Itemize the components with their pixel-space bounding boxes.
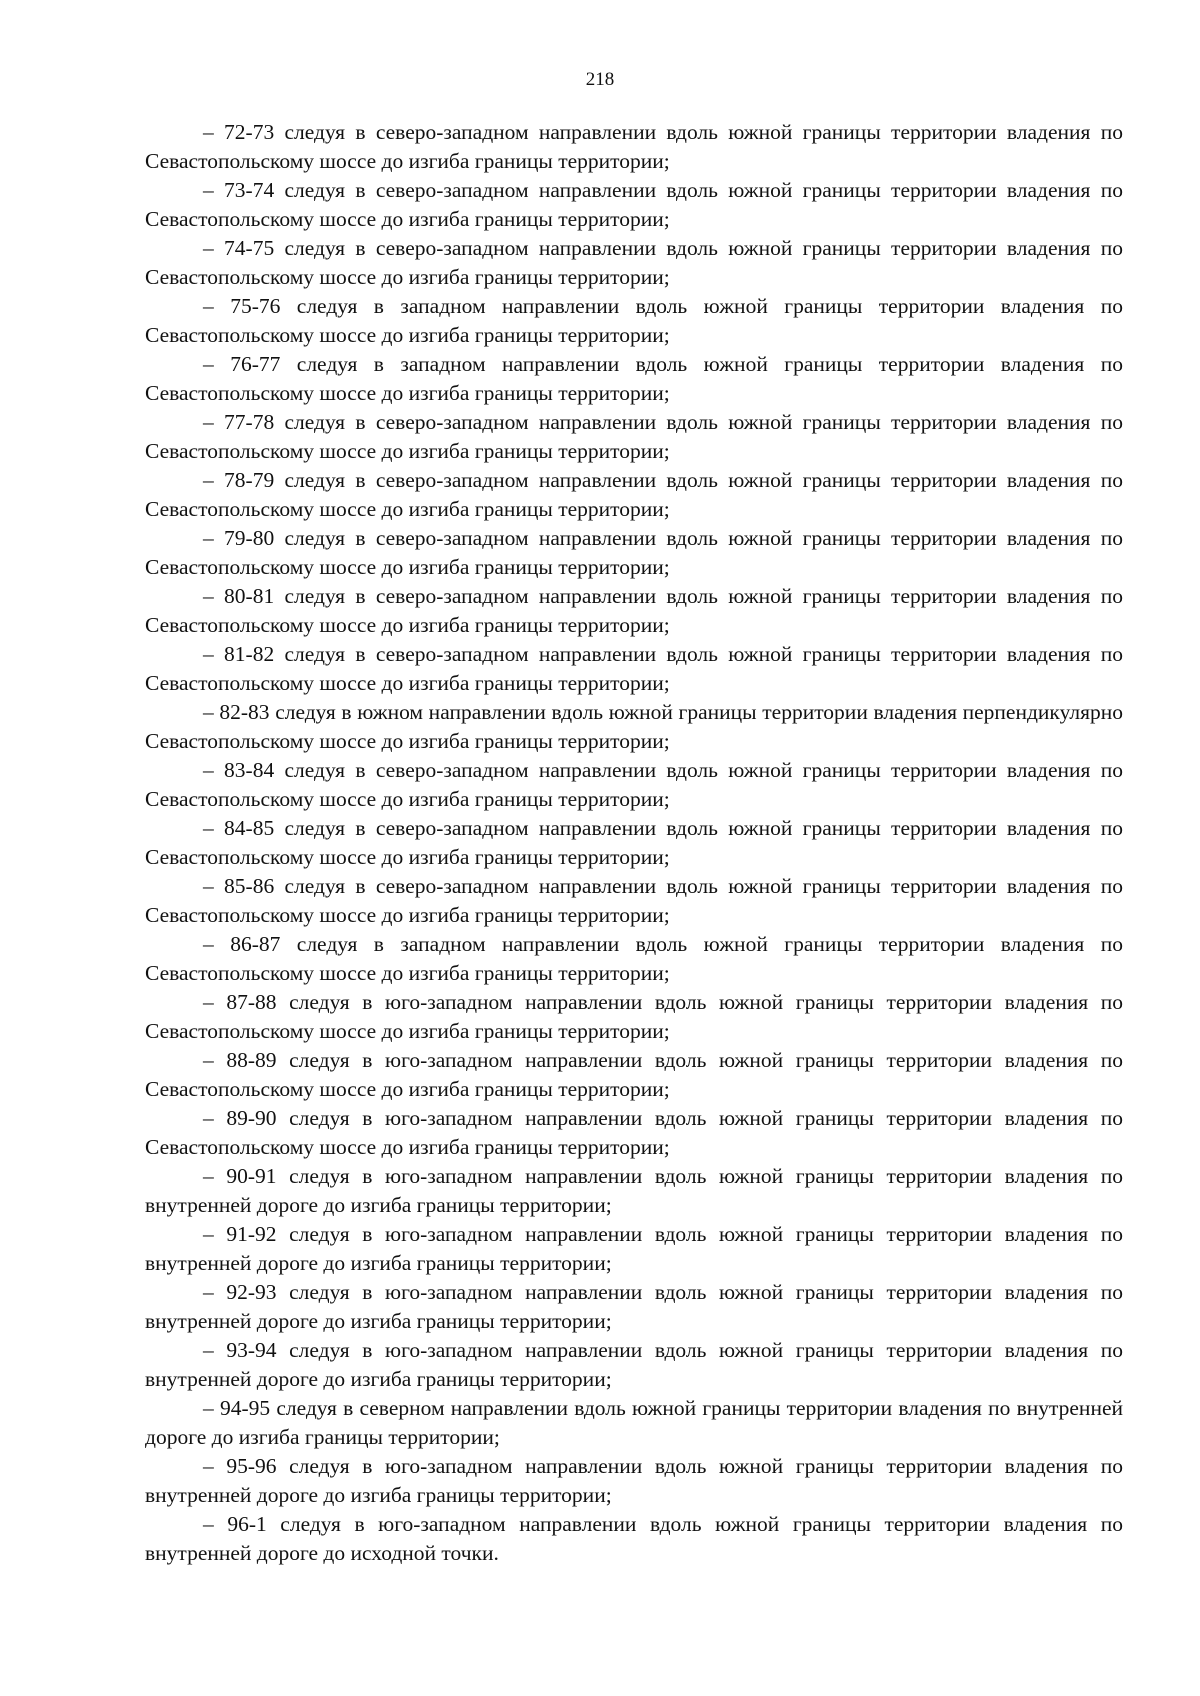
boundary-clause-89-90: – 89-90 следуя в юго-западном направлении вдоль южной границы территории владения по Севастопольскому шоссе до изгиба границы территории; [145, 1106, 1123, 1159]
boundary-clause-81-82: – 81-82 следуя в северо-западном направлении вдоль южной границы территории владения по Севастопольскому шоссе до изгиба границы территории; [145, 642, 1123, 695]
boundary-clause-94-95: – 94-95 следуя в северном направлении вдоль южной границы территории владения по внутренней дороге до изгиба границы территории; [145, 1396, 1123, 1449]
boundary-clause-88-89: – 88-89 следуя в юго-западном направлении вдоль южной границы территории владения по Севастопольскому шоссе до изгиба границы территории; [145, 1048, 1123, 1101]
boundary-clause-86-87: – 86-87 следуя в западном направлении вдоль южной границы территории владения по Севастопольскому шоссе до изгиба границы территории; [145, 932, 1123, 985]
boundary-clause-77-78: – 77-78 следуя в северо-западном направлении вдоль южной границы территории владения по Севастопольскому шоссе до изгиба границы территории; [145, 410, 1123, 463]
boundary-clause-75-76: – 75-76 следуя в западном направлении вдоль южной границы территории владения по Севастопольскому шоссе до изгиба границы территории; [145, 294, 1123, 347]
boundary-clause-83-84: – 83-84 следуя в северо-западном направлении вдоль южной границы территории владения по Севастопольскому шоссе до изгиба границы территории; [145, 758, 1123, 811]
boundary-clause-74-75: – 74-75 следуя в северо-западном направлении вдоль южной границы территории владения по Севастопольскому шоссе до изгиба границы территории; [145, 236, 1123, 289]
boundary-clause-92-93: – 92-93 следуя в юго-западном направлении вдоль южной границы территории владения по внутренней дороге до изгиба границы территории; [145, 1280, 1123, 1333]
boundary-clause-91-92: – 91-92 следуя в юго-западном направлении вдоль южной границы территории владения по внутренней дороге до изгиба границы территории; [145, 1222, 1123, 1275]
boundary-clause-85-86: – 85-86 следуя в северо-западном направлении вдоль южной границы территории владения по Севастопольскому шоссе до изгиба границы территории; [145, 874, 1123, 927]
boundary-clause-95-96: – 95-96 следуя в юго-западном направлении вдоль южной границы территории владения по внутренней дороге до изгиба границы территории; [145, 1454, 1123, 1507]
boundary-clause-73-74: – 73-74 следуя в северо-западном направлении вдоль южной границы территории владения по Севастопольскому шоссе до изгиба границы территории; [145, 178, 1123, 231]
page-number: 218 [585, 69, 615, 90]
boundary-clause-72-73: – 72-73 следуя в северо-западном направлении вдоль южной границы территории владения по Севастопольскому шоссе до изгиба границы территории; [145, 120, 1123, 173]
boundary-clause-84-85: – 84-85 следуя в северо-западном направлении вдоль южной границы территории владения по Севастопольскому шоссе до изгиба границы территории; [145, 816, 1123, 869]
boundary-clause-87-88: – 87-88 следуя в юго-западном направлении вдоль южной границы территории владения по Севастопольскому шоссе до изгиба границы территории; [145, 990, 1123, 1043]
boundary-clause-96-1: – 96-1 следуя в юго-западном направлении вдоль южной границы территории владения по внутренней дороге до исходной точки. [145, 1512, 1123, 1565]
boundary-clause-90-91: – 90-91 следуя в юго-западном направлении вдоль южной границы территории владения по внутренней дороге до изгиба границы территории; [145, 1164, 1123, 1217]
boundary-clause-79-80: – 79-80 следуя в северо-западном направлении вдоль южной границы территории владения по Севастопольскому шоссе до изгиба границы территории; [145, 526, 1123, 579]
boundary-clause-82-83: – 82-83 следуя в южном направлении вдоль южной границы территории владения перпендикулярно Севастопольскому шоссе до изгиба границы территории; [145, 700, 1123, 753]
boundary-description [145, 118, 1123, 1568]
boundary-clause-80-81: – 80-81 следуя в северо-западном направлении вдоль южной границы территории владения по Севастопольскому шоссе до изгиба границы территории; [145, 584, 1123, 637]
boundary-clause-93-94: – 93-94 следуя в юго-западном направлении вдоль южной границы территории владения по внутренней дороге до изгиба границы территории; [145, 1338, 1123, 1391]
boundary-clause-78-79: – 78-79 следуя в северо-западном направлении вдоль южной границы территории владения по Севастопольскому шоссе до изгиба границы территории; [145, 468, 1123, 521]
boundary-clause-76-77: – 76-77 следуя в западном направлении вдоль южной границы территории владения по Севастопольскому шоссе до изгиба границы территории; [145, 352, 1123, 405]
